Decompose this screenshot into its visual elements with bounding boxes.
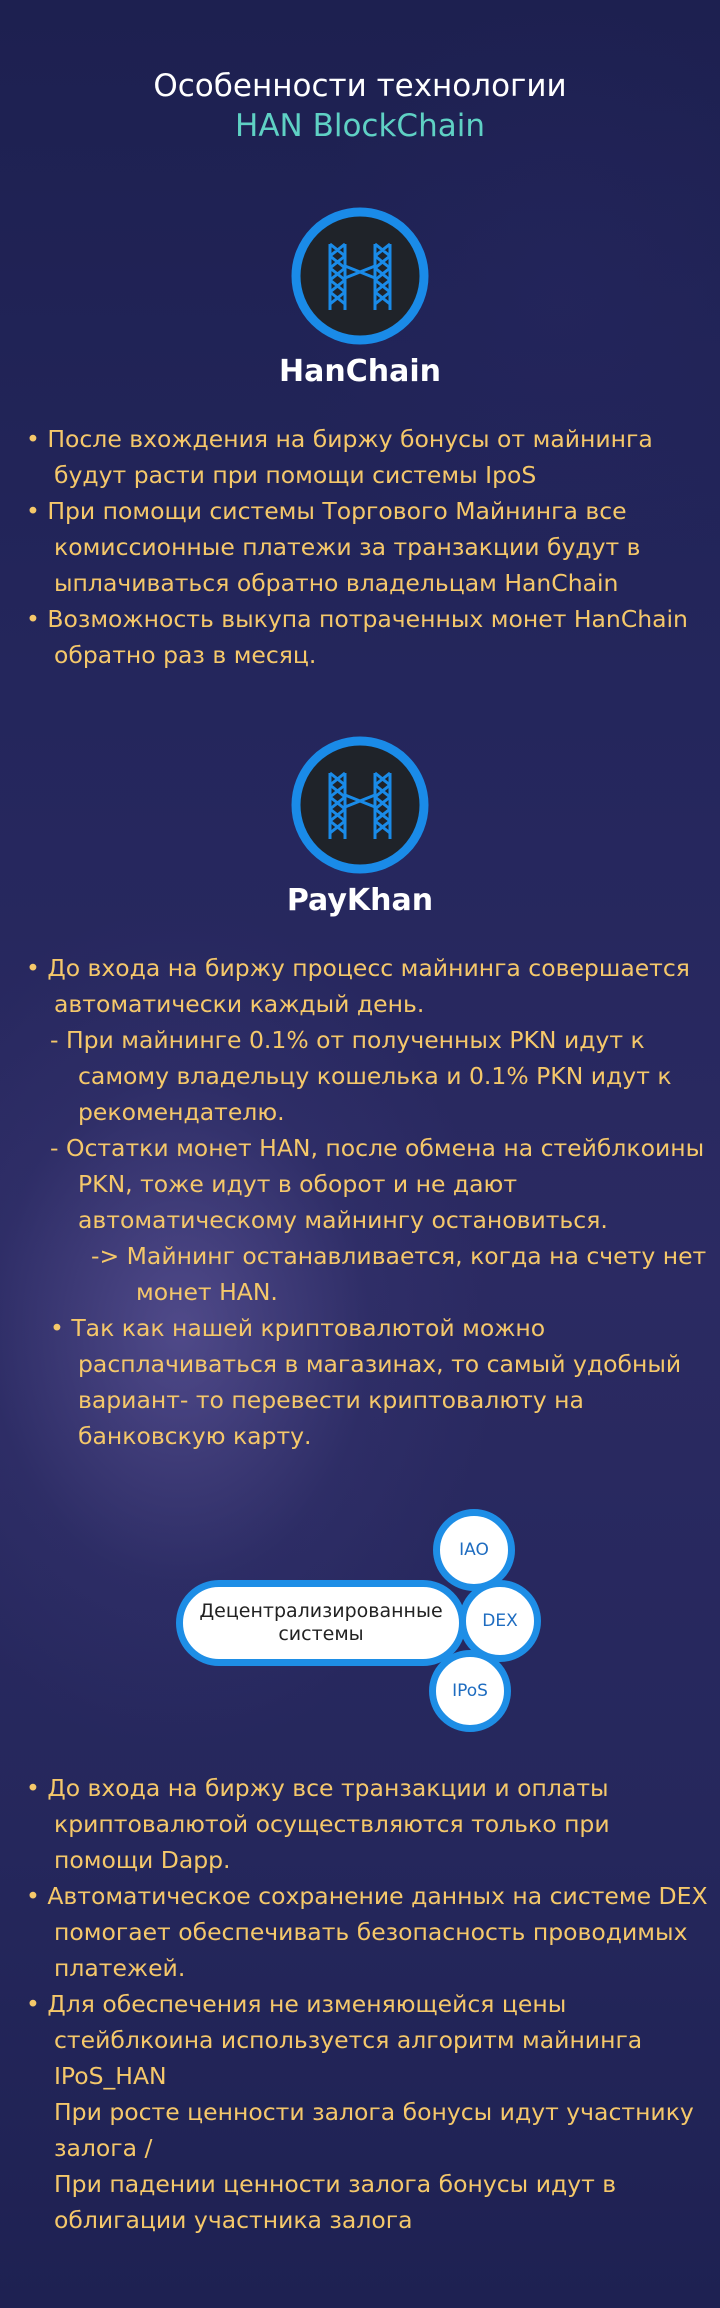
paykhan-arrow-note: -> Майнинг останавливается, когда на счету нет монет HAN. <box>91 1242 707 1306</box>
dapp-bullet-3: • Для обеспечения не изменяющейся цены стейблкоина используется алгоритм майнинга IPoS_HAN <box>26 1990 643 2090</box>
dapp-line-fall: При падении ценности залога бонусы идут в облигации участника залога <box>54 2170 617 2234</box>
paykhan-features <box>26 950 716 1454</box>
dapp-bullet-1: • До входа на биржу все транзакции и оплаты криптовалютой осуществляются только при помощи Dapp. <box>26 1774 610 1874</box>
hanchain-bullet-1: • После вхождения на биржу бонусы от майнинга будут расти при помощи системы IpoS <box>26 425 653 489</box>
dapp-bullet-2: • Автоматическое сохранение данных на системе DEX помогает обеспечивать безопасность проводимых платежей. <box>26 1882 708 1982</box>
paykhan-label: PayKhan <box>286 883 434 918</box>
title-line-2: HAN BlockChain <box>235 108 485 144</box>
diagram-node-iao: IAO <box>433 1509 515 1591</box>
paykhan-sub-1: - При майнинге 0.1% от полученных PKN идут к самому владельцу кошелька и 0.1% PKN идут к рекомендателю. <box>50 1026 672 1126</box>
hanchain-bullet-3: • Возможность выкупа потраченных монет HanChain обратно раз в месяц. <box>26 605 688 669</box>
page-title <box>0 66 720 146</box>
paykhan-logo-icon <box>290 735 430 875</box>
hanchain-label: HanChain <box>279 354 441 389</box>
hanchain-bullet-2: • При помощи системы Торгового Майнинга все комиссионные платежи за транзакции будут в ыплачиваться обратно владельцам HanChain <box>26 497 641 597</box>
diagram-center-pill: Децентрализированные системы <box>176 1580 466 1666</box>
decentralized-systems-diagram <box>170 1505 550 1715</box>
paykhan-sub-2: - Остатки монет HAN, после обмена на стейблкоины PKN, тоже идут в оборот и не дают автоматическому майнингу остановиться. <box>50 1134 705 1234</box>
paykhan-bullet-main: • До входа на биржу процесс майнинга совершается автоматически каждый день. <box>26 954 690 1018</box>
diagram-node-ipos: IPoS <box>429 1650 511 1732</box>
hanchain-logo-icon <box>290 206 430 346</box>
dapp-line-rise: При росте ценности залога бонусы идут участнику залога / <box>54 2098 694 2162</box>
dapp-features <box>26 1770 716 2238</box>
hanchain-features <box>26 421 716 673</box>
title-line-1: Особенности технологии <box>153 68 567 104</box>
paykhan-bullet-shop: • Так как нашей криптовалютой можно расплачиваться в магазинах, то самый удобный вариант- то перевести криптовалюту на банковскую карту. <box>50 1314 682 1450</box>
diagram-node-dex: DEX <box>459 1580 541 1662</box>
